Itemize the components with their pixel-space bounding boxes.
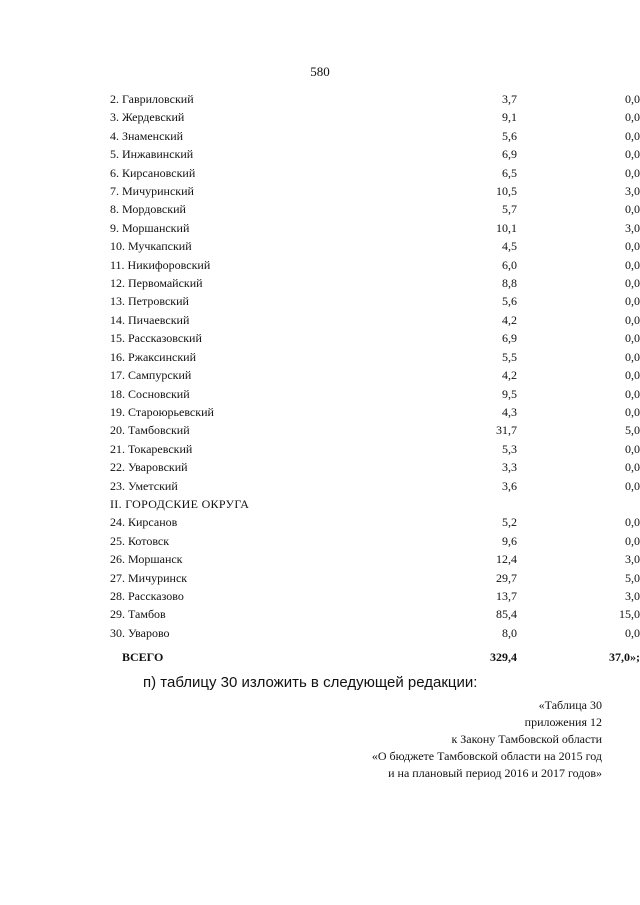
district-name: 9. Моршанский bbox=[110, 220, 190, 235]
district-name: 20. Тамбовский bbox=[110, 423, 190, 438]
district-name: 14. Пичаевский bbox=[110, 312, 190, 327]
value-column-1: 5,6 bbox=[501, 294, 517, 309]
district-name: 19. Староюрьевский bbox=[110, 404, 214, 419]
district-name: 5. Инжавинский bbox=[110, 147, 194, 162]
value-column-2: 3,0 bbox=[625, 552, 640, 567]
district-name: 22. Уваровский bbox=[110, 460, 188, 475]
table-row bbox=[110, 385, 640, 403]
table-row bbox=[110, 329, 640, 347]
value-column-2: 0,0 bbox=[625, 386, 640, 401]
value-column-2: 0,0 bbox=[625, 110, 640, 125]
value-column-2: 0,0 bbox=[625, 165, 640, 180]
value-column-1: 6,0 bbox=[501, 257, 517, 272]
value-column-1: 4,5 bbox=[501, 239, 517, 254]
value-column-2: 0,0 bbox=[625, 404, 640, 419]
caption-line: «О бюджете Тамбовской области на 2015 год bbox=[371, 749, 602, 763]
district-name: 27. Мичуринск bbox=[110, 570, 188, 585]
value-column-2: 0,0 bbox=[625, 128, 640, 143]
value-column-2: 0,0 bbox=[625, 625, 640, 640]
value-column-1: 3,3 bbox=[501, 460, 517, 475]
table-row bbox=[110, 200, 640, 218]
caption-line: приложения 12 bbox=[524, 715, 602, 729]
value-column-2: 3,0 bbox=[625, 588, 640, 603]
district-name: 10. Мучкапский bbox=[110, 239, 192, 254]
table-row bbox=[110, 164, 640, 182]
section-heading-row bbox=[110, 495, 640, 513]
value-column-2: 0,0 bbox=[625, 460, 640, 475]
district-name: 28. Рассказово bbox=[110, 588, 184, 603]
value-column-1: 5,5 bbox=[501, 349, 517, 364]
district-name: 18. Сосновский bbox=[110, 386, 190, 401]
value-column-2: 3,0 bbox=[625, 184, 640, 199]
value-column-1: 6,5 bbox=[501, 165, 517, 180]
section-heading: II. ГОРОДСКИЕ ОКРУГА bbox=[110, 496, 250, 511]
district-name: 13. Петровский bbox=[110, 294, 189, 309]
value-column-2: 15,0 bbox=[619, 607, 640, 622]
page-number: 580 bbox=[310, 64, 330, 79]
table-row bbox=[110, 477, 640, 495]
table-row bbox=[110, 569, 640, 587]
value-column-1: 5,3 bbox=[501, 441, 517, 456]
value-column-2: 3,0 bbox=[625, 220, 640, 235]
table-row bbox=[110, 127, 640, 145]
district-name: 2. Гавриловский bbox=[110, 92, 194, 106]
caption-line: «Таблица 30 bbox=[538, 698, 602, 712]
table-row bbox=[110, 587, 640, 605]
table-row bbox=[110, 421, 640, 439]
total-value-1: 329,4 bbox=[489, 650, 517, 665]
value-column-2: 0,0 bbox=[625, 147, 640, 162]
value-column-2: 0,0 bbox=[625, 312, 640, 327]
allocation-table bbox=[110, 90, 640, 670]
value-column-1: 4,3 bbox=[501, 404, 517, 419]
value-column-2: 5,0 bbox=[625, 423, 640, 438]
value-column-1: 5,6 bbox=[501, 128, 517, 143]
value-column-2: 5,0 bbox=[625, 570, 640, 585]
table-caption bbox=[372, 697, 602, 782]
district-name: 12. Первомайский bbox=[110, 276, 203, 291]
value-column-2: 0,0 bbox=[625, 202, 640, 217]
district-name: 26. Моршанск bbox=[110, 552, 183, 567]
district-name: 30. Уварово bbox=[110, 625, 170, 640]
table-row bbox=[110, 440, 640, 458]
table-row bbox=[110, 366, 640, 384]
value-column-2: 0,0 bbox=[625, 478, 640, 493]
district-name: 29. Тамбов bbox=[110, 607, 166, 622]
caption-line: и на плановый период 2016 и 2017 годов» bbox=[388, 766, 602, 780]
caption-line: к Закону Тамбовской области bbox=[451, 732, 602, 746]
value-column-2: 0,0 bbox=[625, 515, 640, 530]
table-row bbox=[110, 403, 640, 421]
table-row bbox=[110, 605, 640, 623]
value-column-2: 0,0 bbox=[625, 441, 640, 456]
amendment-paragraph: п) таблицу 30 изложить в следующей редакции: bbox=[143, 674, 478, 691]
district-name: 15. Рассказовский bbox=[110, 331, 202, 346]
total-value-2: 37,0»; bbox=[609, 650, 640, 665]
table-row bbox=[110, 458, 640, 476]
district-name: 11. Никифоровский bbox=[110, 257, 211, 272]
table-row bbox=[110, 108, 640, 126]
value-column-2: 0,0 bbox=[625, 92, 640, 106]
table-row bbox=[110, 292, 640, 310]
value-column-1: 10,5 bbox=[495, 184, 517, 199]
value-column-1: 8,0 bbox=[501, 625, 517, 640]
value-column-1: 31,7 bbox=[495, 423, 517, 438]
value-column-1: 9,5 bbox=[501, 386, 517, 401]
value-column-1: 6,9 bbox=[501, 331, 517, 346]
table-row bbox=[110, 311, 640, 329]
value-column-1: 3,6 bbox=[501, 478, 517, 493]
value-column-1: 85,4 bbox=[495, 607, 517, 622]
table-body bbox=[110, 90, 640, 670]
value-column-1: 9,6 bbox=[501, 533, 517, 548]
table-row bbox=[110, 348, 640, 366]
value-column-2: 0,0 bbox=[625, 257, 640, 272]
table-row bbox=[110, 624, 640, 642]
district-name: 7. Мичуринский bbox=[110, 184, 194, 199]
value-column-1: 8,8 bbox=[501, 276, 517, 291]
value-column-1: 29,7 bbox=[495, 570, 517, 585]
value-column-1: 6,9 bbox=[501, 147, 517, 162]
district-name: 21. Токаревский bbox=[110, 441, 193, 456]
table-row bbox=[110, 219, 640, 237]
district-name: 4. Знаменский bbox=[110, 128, 184, 143]
value-column-1: 10,1 bbox=[495, 220, 517, 235]
table-row bbox=[110, 550, 640, 568]
value-column-2: 0,0 bbox=[625, 533, 640, 548]
table-row bbox=[110, 274, 640, 292]
value-column-2: 0,0 bbox=[625, 239, 640, 254]
district-name: 23. Уметский bbox=[110, 478, 178, 493]
district-name: 8. Мордовский bbox=[110, 202, 186, 217]
value-column-2: 0,0 bbox=[625, 294, 640, 309]
table-row bbox=[110, 90, 640, 108]
value-column-2: 0,0 bbox=[625, 331, 640, 346]
total-row bbox=[110, 642, 640, 670]
value-column-1: 3,7 bbox=[501, 92, 517, 106]
table-row bbox=[110, 256, 640, 274]
value-column-2: 0,0 bbox=[625, 368, 640, 383]
district-name: 6. Кирсановский bbox=[110, 165, 196, 180]
district-name: 16. Ржаксинский bbox=[110, 349, 196, 364]
value-column-2: 0,0 bbox=[625, 349, 640, 364]
total-label: ВСЕГО bbox=[122, 650, 164, 665]
table-row bbox=[110, 513, 640, 531]
district-name: 24. Кирсанов bbox=[110, 515, 178, 530]
value-column-1: 5,2 bbox=[501, 515, 517, 530]
value-column-1: 4,2 bbox=[501, 312, 517, 327]
value-column-1: 5,7 bbox=[501, 202, 517, 217]
table-row bbox=[110, 237, 640, 255]
value-column-1: 9,1 bbox=[501, 110, 517, 125]
table-row bbox=[110, 182, 640, 200]
value-column-2: 0,0 bbox=[625, 276, 640, 291]
value-column-1: 4,2 bbox=[501, 368, 517, 383]
table-row bbox=[110, 532, 640, 550]
table-row bbox=[110, 145, 640, 163]
district-name: 25. Котовск bbox=[110, 533, 170, 548]
value-column-1: 13,7 bbox=[495, 588, 517, 603]
value-column-1: 12,4 bbox=[495, 552, 517, 567]
district-name: 17. Сампурский bbox=[110, 368, 192, 383]
district-name: 3. Жердевский bbox=[110, 110, 185, 125]
